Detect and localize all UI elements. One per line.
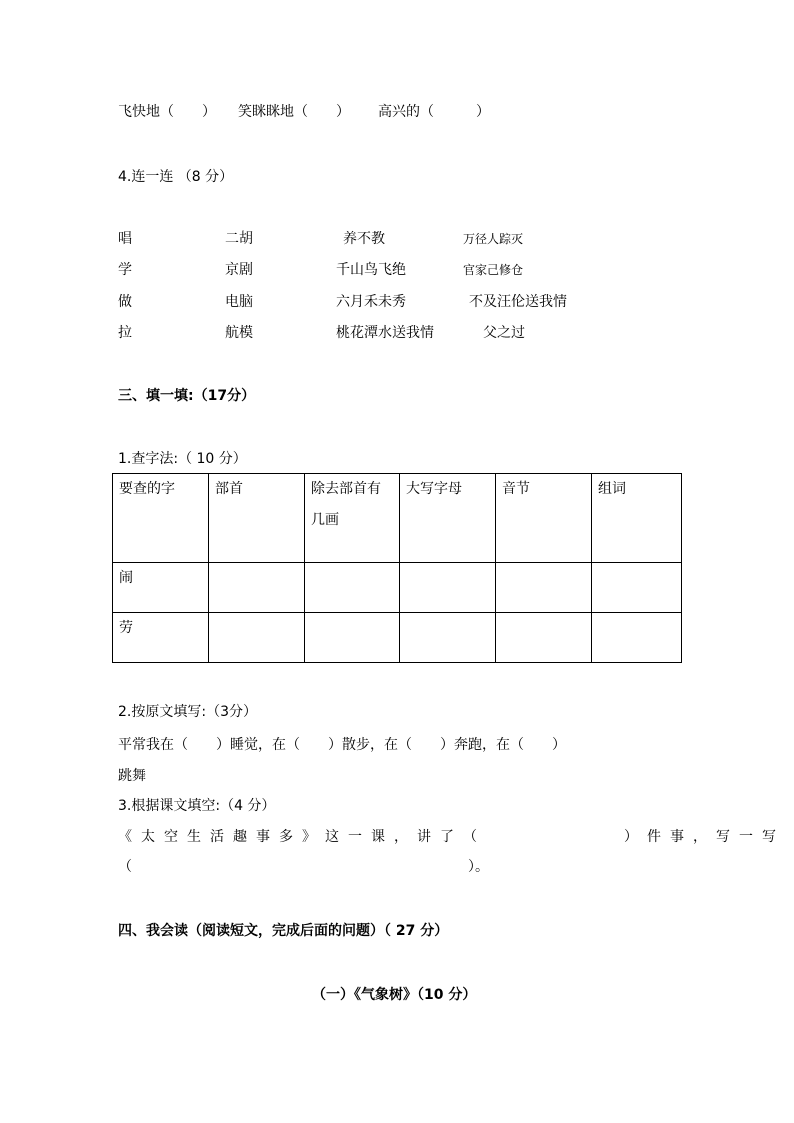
table-cell[interactable] — [400, 613, 496, 663]
table-header-row — [113, 474, 682, 563]
table-row — [113, 613, 682, 663]
match-col3-item: 六月禾未秀 — [336, 294, 406, 310]
match-col4-item: 官家己修仓 — [463, 263, 524, 277]
match-col2-item: 电脑 — [225, 294, 253, 310]
table-header-cell: 部首 — [209, 474, 305, 563]
q2-line1: 平常我在（ ）睡觉，在（ ）散步，在（ ）奔跑，在（ ） — [118, 737, 566, 753]
match-col4-item: 不及汪伦送我情 — [469, 294, 567, 310]
match-col1-item: 拉 — [118, 325, 132, 341]
table-header-cell: 要查的字 — [113, 474, 209, 563]
fill-item-a: 飞快地（ ） — [118, 104, 216, 120]
section3-heading: 三、填一填:（17分） — [118, 388, 256, 404]
match-title: 4.连一连 （8 分） — [118, 169, 234, 185]
table-cell[interactable] — [209, 613, 305, 663]
table-cell[interactable] — [305, 613, 400, 663]
q3-line2: （ ）。 — [118, 859, 489, 875]
lookup-table — [112, 473, 682, 663]
match-col4-item: 万径人踪灭 — [463, 232, 524, 246]
table-row — [113, 563, 682, 613]
q2-title: 2.按原文填写:（3分） — [118, 704, 257, 720]
fill-item-b: 笑眯眯地（ ） — [238, 104, 350, 120]
match-col1-item: 做 — [118, 294, 132, 310]
match-col3-item: 养不教 — [343, 231, 385, 247]
q3-title: 3.根据课文填空:（4 分） — [118, 798, 276, 814]
table-cell[interactable] — [400, 563, 496, 613]
table-cell[interactable] — [592, 613, 682, 663]
table-cell[interactable] — [209, 563, 305, 613]
q2-line2: 跳舞 — [118, 768, 146, 784]
match-col2-item: 航模 — [225, 325, 253, 341]
q1-title: 1.查字法:（ 10 分） — [118, 451, 247, 467]
q3-line1: 《太空生活趣事多》这一课，讲了（ ）件事，写一写 — [118, 829, 785, 845]
match-col4-item: 父之过 — [483, 325, 525, 341]
match-col1-item: 学 — [118, 262, 132, 278]
match-col2-item: 京剧 — [225, 262, 253, 278]
match-col2-item: 二胡 — [225, 231, 253, 247]
table-cell[interactable] — [592, 563, 682, 613]
table-header-cell: 音节 — [496, 474, 592, 563]
table-cell: 劳 — [113, 613, 209, 663]
fill-item-c: 高兴的（ ） — [378, 104, 490, 120]
section4-heading: 四、我会读（阅读短文，完成后面的问题）（ 27 分） — [118, 923, 449, 939]
table-cell: 闹 — [113, 563, 209, 613]
table-header-cell: 组词 — [592, 474, 682, 563]
match-col3-item: 桃花潭水送我情 — [336, 325, 434, 341]
table-header-cell: 大写字母 — [400, 474, 496, 563]
table-cell[interactable] — [496, 613, 592, 663]
match-col3-item: 千山鸟飞绝 — [336, 262, 406, 278]
match-col1-item: 唱 — [118, 231, 132, 247]
table-header-cell: 除去部首有几画 — [305, 474, 400, 563]
table-cell[interactable] — [496, 563, 592, 613]
table-cell[interactable] — [305, 563, 400, 613]
section4-subheading: （一）《气象树》（10 分） — [312, 987, 477, 1003]
